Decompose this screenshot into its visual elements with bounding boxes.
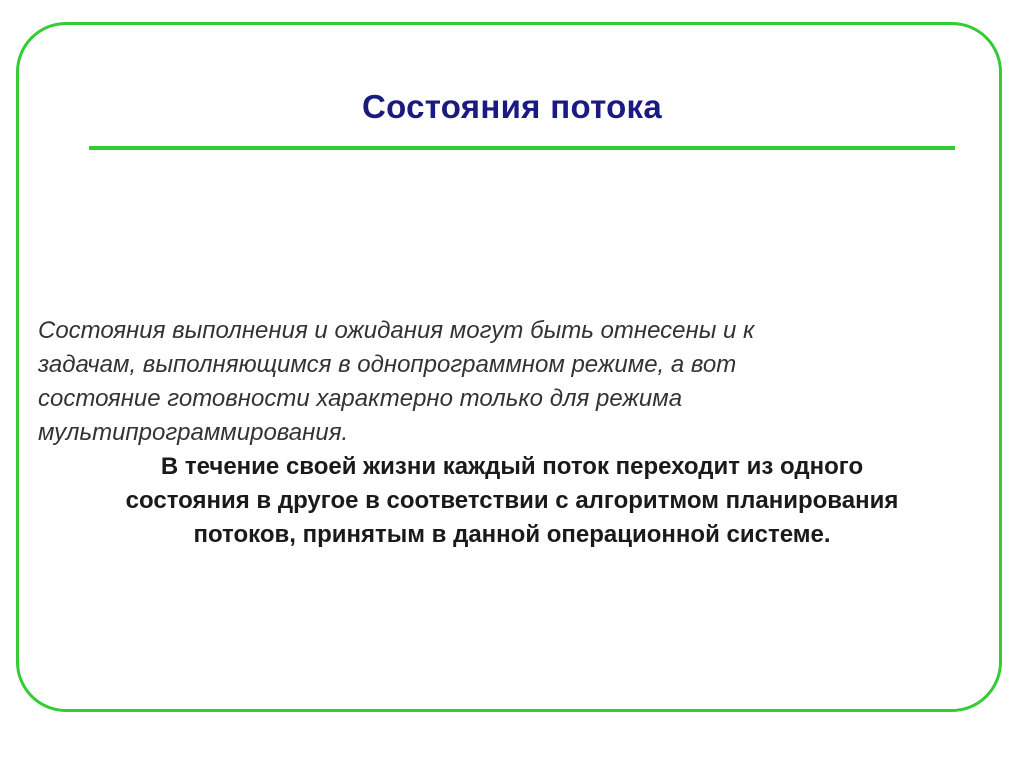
slide-title: Состояния потока (361, 88, 663, 125)
italic-line: Состояния выполнения и ожидания могут быть отнесены и к (38, 317, 755, 344)
italic-line: задачам, выполняющимся в однопрограммном режиме, а вот (38, 351, 737, 378)
italic-line: состояние готовности характерно только для режима (38, 385, 683, 412)
bold-line: состояния в другое в соответствии с алгоритмом планирования (125, 487, 899, 514)
bold-paragraph (0, 450, 1024, 552)
bold-line: В течение своей жизни каждый поток переходит из одного (160, 453, 864, 480)
italic-paragraph (38, 314, 978, 450)
italic-line: мультипрограммирования. (38, 419, 349, 446)
bold-line: потоков, принятым в данной операционной системе. (193, 521, 831, 548)
title-underline (89, 146, 955, 150)
